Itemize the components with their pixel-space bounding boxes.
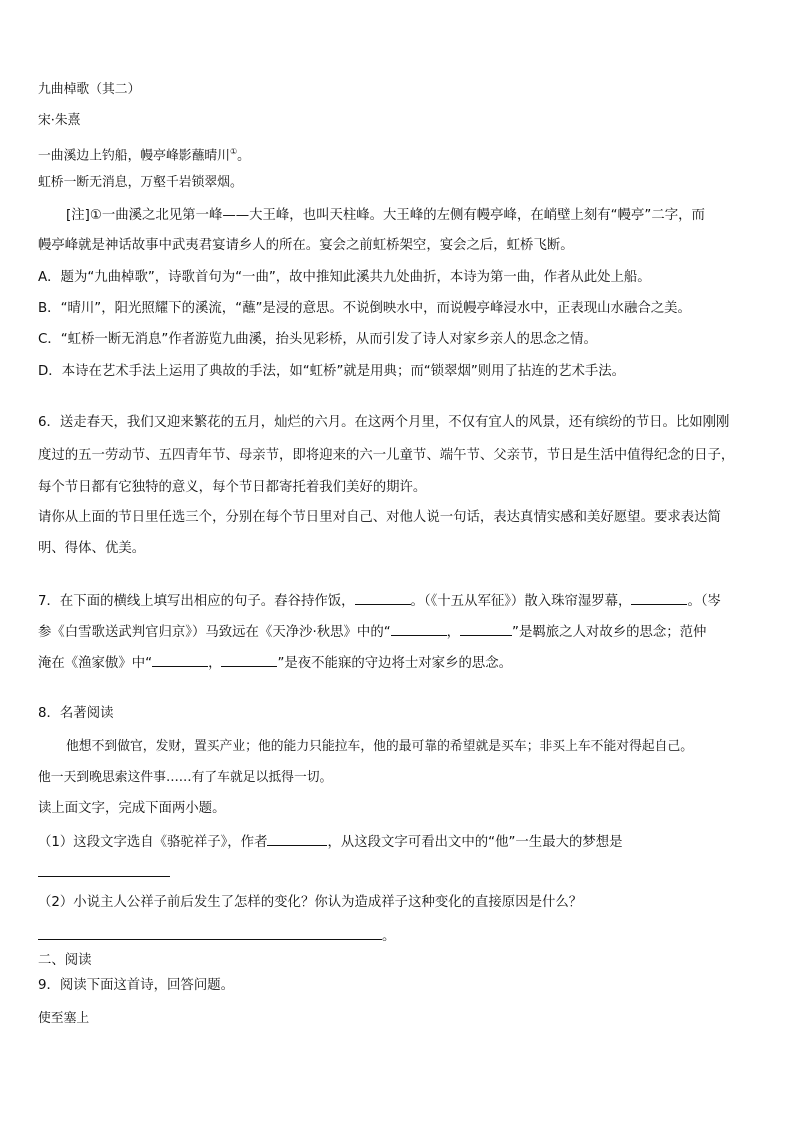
q7-text-2c: ”是羁旅之人对故乡的思念；范仲 xyxy=(512,625,707,640)
answer-blank[interactable] xyxy=(355,590,411,605)
section-2-title: 二、阅读 xyxy=(38,953,92,968)
q7-text-1b: 。（《十五从军征》）散入珠帘湿罗幕， xyxy=(410,594,632,609)
q7-text-2a: 参《白雪歌送武判官归京》）马致远在《天净沙·秋思》中的“ xyxy=(38,625,391,640)
q8-sub-1-text-a: （1）这段文字选自《骆驼祥子》，作者 xyxy=(38,835,268,850)
q8-sub-2: （2）小说主人公祥子前后发生了怎样的变化？你认为造成祥子这种变化的直接原因是什么？ xyxy=(38,895,583,910)
answer-blank[interactable] xyxy=(38,925,382,940)
q7-text-1a: 7．在下面的横线上填写出相应的句子。舂谷持作饭， xyxy=(38,594,355,609)
q8-sub-1 xyxy=(38,831,760,853)
poem-title: 九曲棹歌（其二） xyxy=(38,82,141,97)
q6-line-3: 每个节日都有它独特的意义，每个节日都寄托着我们美好的期许。 xyxy=(38,480,427,495)
option-c: C．“虹桥一断无消息”作者游览九曲溪，抬头见彩桥，从而引发了诗人对家乡亲人的思念之情。 xyxy=(38,332,597,347)
poem-line-2: 虹桥一断无消息，万壑千岩锁翠烟。 xyxy=(38,175,243,190)
note-marker: ① xyxy=(229,147,238,156)
q7-text-1c: 。（岑 xyxy=(687,594,721,609)
q6-line-1: 6．送走春天，我们又迎来繁花的五月，灿烂的六月。在这两个月里，不仅有宜人的风景，还有缤纷的节日。比如刚刚 xyxy=(38,415,730,430)
q7-line-3 xyxy=(38,652,760,674)
q8-instruction: 读上面文字，完成下面两小题。 xyxy=(38,801,226,816)
q7-text-3b: ， xyxy=(208,656,222,671)
q8-sub-1-answer-line xyxy=(38,862,760,884)
answer-blank[interactable] xyxy=(267,831,327,846)
poem-note-line-2: 幔亭峰就是神话故事中武夷君宴请乡人的所在。宴会之前虹桥架空，宴会之后，虹桥飞断。 xyxy=(38,238,574,253)
option-b: B．“晴川”，阳光照耀下的溪流，“蘸”是浸的意思。不说倒映水中，而说幔亭峰浸水中，正表现山水融合之美。 xyxy=(38,301,691,316)
poem-line-1-end: 。 xyxy=(237,148,250,164)
option-d: D．本诗在艺术手法上运用了典故的手法，如“虹桥”就是用典；而“锁翠烟”则用了拈连的艺术手法。 xyxy=(38,364,626,379)
poem-line-1 xyxy=(38,142,760,166)
q9-prompt: 9．阅读下面这首诗，回答问题。 xyxy=(38,978,234,993)
q7-line-2 xyxy=(38,621,760,643)
q8-title: 8．名著阅读 xyxy=(38,706,114,721)
q6-line-2: 度过的五一劳动节、五四青年节、母亲节，即将迎来的六一儿童节、端午节、父亲节，节日是生活中值得纪念的日子， xyxy=(38,448,735,463)
q8-passage-line-2: 他一天到晚思索这件事……有了车就足以抵得一切。 xyxy=(38,770,333,785)
q6-line-5: 明、得体、优美。 xyxy=(38,541,146,556)
poem-note-line-1: [注]①一曲溪之北见第一峰——大王峰，也叫天柱峰。大王峰的左侧有幔亭峰，在峭壁上刻有“幔亭”二字，而 xyxy=(66,208,705,223)
q7-line-1 xyxy=(38,590,760,612)
q7-text-3a: 淹在《渔家傲》中“ xyxy=(38,656,153,671)
q8-sub-2-end: 。 xyxy=(382,929,396,944)
q6-line-4: 请你从上面的节日里任选三个，分别在每个节日里对自己、对他人说一句话，表达真情实感和美好愿望。要求表达简 xyxy=(38,510,721,525)
answer-blank[interactable] xyxy=(460,621,512,636)
answer-blank[interactable] xyxy=(152,652,208,667)
poem-author: 宋·朱熹 xyxy=(38,113,81,128)
q9-poem-title: 使至塞上 xyxy=(38,1011,90,1026)
answer-blank[interactable] xyxy=(38,862,170,877)
q7-text-3c: ”是夜不能寐的守边将士对家乡的思念。 xyxy=(277,656,513,671)
answer-blank[interactable] xyxy=(391,621,447,636)
q8-sub-2-answer-line xyxy=(38,925,760,947)
answer-blank[interactable] xyxy=(631,590,687,605)
poem-line-1-text: 一曲溪边上钓船，幔亭峰影蘸晴川 xyxy=(38,148,230,164)
answer-blank[interactable] xyxy=(221,652,277,667)
q7-text-2b: ， xyxy=(446,625,461,640)
option-a: A．题为“九曲棹歌”，诗歌首句为“一曲”，故中推知此溪共九处曲折，本诗为第一曲，作者从此处上船。 xyxy=(38,270,651,285)
q8-passage-line-1: 他想不到做官，发财，置买产业；他的能力只能拉车，他的最可靠的希望就是买车；非买上车不能对得起自己。 xyxy=(66,739,694,754)
q8-sub-1-text-b: ，从这段文字可看出文中的“他”一生最大的梦想是 xyxy=(327,835,623,850)
